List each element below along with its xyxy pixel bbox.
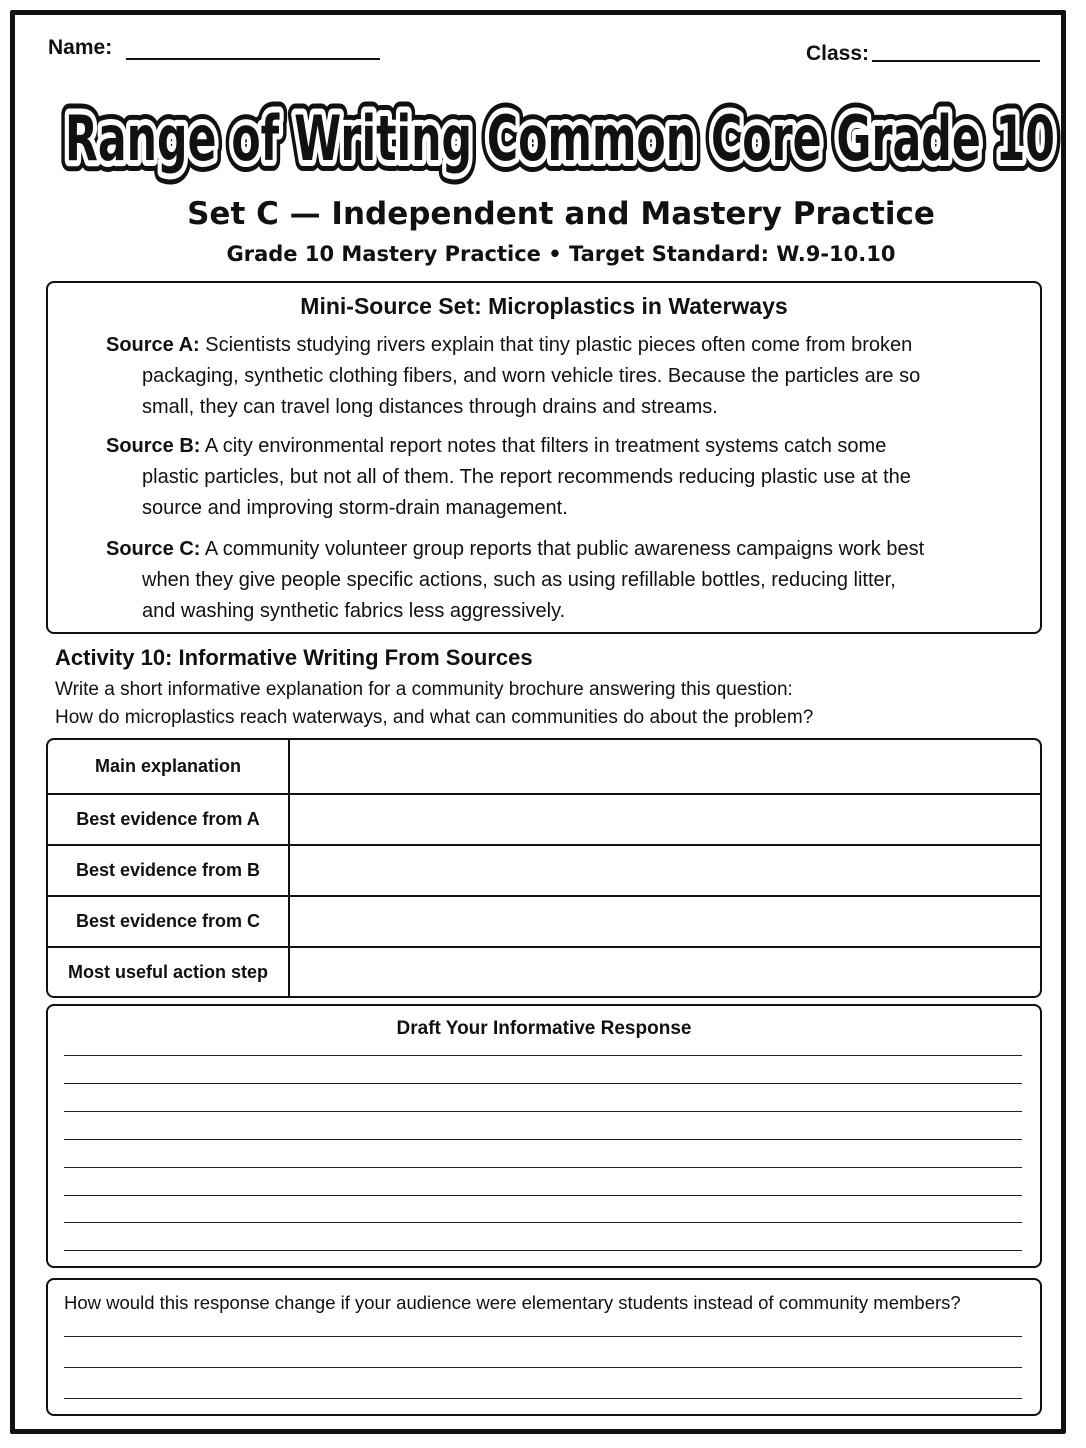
reflection-box[interactable]: [46, 1278, 1042, 1416]
writing-line: [64, 1055, 1022, 1056]
source-c: [106, 534, 926, 627]
main-explanation-field[interactable]: [290, 740, 1040, 795]
source-c-label: Source C:: [106, 538, 201, 560]
source-c-text: A community volunteer group reports that public awareness campaigns work best when they give people specific actions, such as using refillable bottles, reducing litter, and washing synthetic fabrics less aggressively.: [142, 538, 925, 622]
page-title: [54, 88, 1066, 188]
evidence-b-field[interactable]: [290, 846, 1040, 897]
standard-subheading: Grade 10 Mastery Practice • Target Standard: W.9-10.10: [226, 242, 896, 266]
name-field[interactable]: [126, 58, 380, 60]
svg-text:Range of Writing Common Core G: Range of Writing Common Core Grade 10: [65, 102, 1055, 175]
evidence-a-field[interactable]: [290, 795, 1040, 846]
source-b-text: A city environmental report notes that filters in treatment systems catch some plastic particles, but not all of them. The report recommends reducing plastic use at the source and improving storm-drain management.: [142, 435, 911, 519]
writing-line: [64, 1367, 1022, 1368]
source-b-label: Source B:: [106, 435, 201, 457]
writing-line: [64, 1250, 1022, 1251]
row-label-main-explanation: Main explanation: [48, 740, 290, 795]
activity-instruction: Write a short informative explanation for a community brochure answering this question:: [55, 679, 793, 700]
source-a-label: Source A:: [106, 334, 200, 356]
reflection-question: How would this response change if your audience were elementary students instead of community members?: [64, 1292, 961, 1313]
action-step-field[interactable]: [290, 948, 1040, 996]
activity-title: Activity 10: Informative Writing From Sources: [55, 645, 533, 670]
draft-heading: Draft Your Informative Response: [396, 1018, 692, 1039]
table-row: [48, 897, 1040, 948]
table-row: [48, 846, 1040, 897]
class-label: Class:: [806, 42, 870, 65]
name-label: Name:: [48, 36, 113, 59]
row-label-action-step: Most useful action step: [48, 948, 290, 996]
table-row: [48, 948, 1040, 996]
draft-response-box[interactable]: [46, 1004, 1042, 1268]
writing-line: [64, 1398, 1022, 1399]
source-a: [106, 330, 926, 423]
writing-line: [64, 1083, 1022, 1084]
source-b: [106, 431, 926, 524]
writing-line: [64, 1139, 1022, 1140]
row-label-evidence-c: Best evidence from C: [48, 897, 290, 948]
set-subtitle: Set C — Independent and Mastery Practice: [187, 196, 935, 232]
writing-line: [64, 1222, 1022, 1223]
writing-line: [64, 1195, 1022, 1196]
activity-question: How do microplastics reach waterways, and what can communities do about the problem?: [55, 707, 814, 728]
writing-line: [64, 1336, 1022, 1337]
row-label-evidence-b: Best evidence from B: [48, 846, 290, 897]
table-row: [48, 740, 1040, 795]
source-set-heading: Mini-Source Set: Microplastics in Waterways: [300, 293, 788, 319]
svg-text:Range of Writing Common Core G: Range of Writing Common Core Grade 10: [65, 102, 1055, 175]
svg-text:Range of Writing Common Core G: Range of Writing Common Core Grade 10: [65, 102, 1055, 175]
writing-line: [64, 1167, 1022, 1168]
class-field[interactable]: [872, 60, 1040, 62]
row-label-evidence-a: Best evidence from A: [48, 795, 290, 846]
evidence-c-field[interactable]: [290, 897, 1040, 948]
writing-line: [64, 1111, 1022, 1112]
table-row: [48, 795, 1040, 846]
source-a-text: Scientists studying rivers explain that tiny plastic pieces often come from broken packaging, synthetic clothing fibers, and worn vehicle tires. Because the particles are so small, they can travel long distances through drains and streams.: [142, 334, 921, 418]
evidence-organizer-table: [46, 738, 1042, 998]
